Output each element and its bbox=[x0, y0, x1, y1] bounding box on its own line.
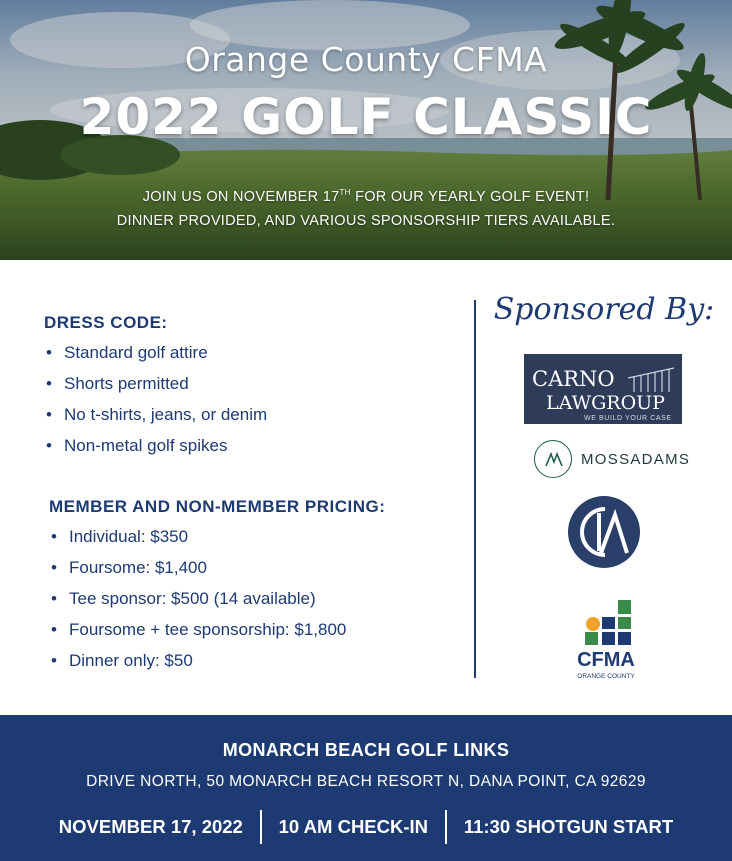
bullet: • bbox=[51, 558, 57, 577]
carno-logo-line2: LAWGROUP bbox=[546, 392, 665, 414]
bullet: • bbox=[46, 343, 52, 362]
carno-logo-mark bbox=[524, 354, 682, 424]
bullet: • bbox=[51, 651, 57, 670]
pillars-icon bbox=[628, 368, 674, 392]
start-time: 11:30 SHOTGUN START bbox=[463, 816, 674, 837]
list-item bbox=[51, 521, 346, 552]
column-divider bbox=[474, 300, 476, 678]
invite-text: JOIN US ON NOVEMBER 17 bbox=[142, 189, 340, 205]
list-item bbox=[46, 430, 267, 461]
bullet: • bbox=[46, 374, 52, 393]
hero-banner bbox=[0, 0, 732, 260]
list-item-text: Individual: $350 bbox=[69, 527, 189, 546]
bullet: • bbox=[46, 436, 52, 455]
cfma-logo-text: CFMA bbox=[577, 649, 635, 671]
sponsored-by-heading: Sponsored By: bbox=[493, 292, 715, 327]
list-item-text: Dinner only: $50 bbox=[69, 651, 193, 670]
list-item bbox=[46, 399, 267, 430]
orange-icon bbox=[586, 617, 600, 631]
list-item-text: No t-shirts, jeans, or denim bbox=[64, 405, 268, 424]
bullet: • bbox=[51, 527, 57, 546]
dress-code-heading: DRESS CODE: bbox=[44, 313, 168, 332]
event-date: NOVEMBER 17, 2022 bbox=[58, 816, 243, 837]
list-item bbox=[46, 337, 267, 368]
org-name: Orange County CFMA bbox=[184, 40, 548, 79]
mountain-m-icon bbox=[535, 441, 573, 479]
carno-law-group-logo bbox=[524, 354, 682, 424]
separator bbox=[260, 810, 262, 844]
list-item bbox=[46, 368, 267, 399]
list-item-text: Standard golf attire bbox=[64, 343, 208, 362]
list-item-text: Foursome + tee sponsorship: $1,800 bbox=[69, 620, 347, 639]
pricing-list bbox=[51, 521, 346, 676]
carno-logo-tagline: WE BUILD YOUR CASE bbox=[584, 415, 672, 422]
date-suffix: TH bbox=[339, 188, 351, 197]
list-item-text: Non-metal golf spikes bbox=[64, 436, 228, 455]
cla-logo bbox=[567, 495, 641, 569]
check-in-time: 10 AM CHECK-IN bbox=[278, 816, 429, 837]
invite-line-1 bbox=[0, 181, 732, 209]
dress-code-list bbox=[46, 337, 267, 461]
invite-line-2: DINNER PROVIDED, AND VARIOUS SPONSORSHIP TIERS AVAILABLE. bbox=[116, 213, 616, 229]
carno-logo-line1: CARNO bbox=[532, 367, 615, 391]
event-schedule bbox=[0, 807, 732, 847]
list-item bbox=[51, 645, 346, 676]
cfma-orange-county-logo bbox=[566, 595, 646, 681]
moss-adams-mark-icon bbox=[534, 440, 572, 478]
list-item bbox=[51, 614, 346, 645]
moss-adams-wordmark: MOSSADAMS bbox=[581, 451, 691, 468]
bullet: • bbox=[46, 405, 52, 424]
moss-adams-logo bbox=[534, 440, 691, 484]
bullet: • bbox=[51, 620, 57, 639]
list-item-text: Tee sponsor: $500 (14 available) bbox=[69, 589, 316, 608]
venue-name: MONARCH BEACH GOLF LINKS bbox=[222, 740, 510, 760]
event-invitation bbox=[0, 181, 732, 233]
list-item-text: Shorts permitted bbox=[64, 374, 189, 393]
cfma-logo-mark bbox=[566, 595, 646, 681]
venue-address: DRIVE NORTH, 50 MONARCH BEACH RESORT N, DANA POINT, CA 92629 bbox=[86, 773, 646, 790]
list-item-text: Foursome: $1,400 bbox=[69, 558, 207, 577]
separator bbox=[445, 810, 447, 844]
bullet: • bbox=[51, 589, 57, 608]
cfma-logo-sub: ORANGE COUNTY bbox=[577, 673, 635, 680]
pricing-heading: MEMBER AND NON-MEMBER PRICING: bbox=[49, 497, 386, 516]
invite-text-end: FOR OUR YEARLY GOLF EVENT! bbox=[350, 189, 590, 205]
list-item bbox=[51, 583, 346, 614]
cla-monogram-icon bbox=[567, 495, 641, 569]
list-item bbox=[51, 552, 346, 583]
event-title: 2022 GOLF CLASSIC bbox=[79, 88, 653, 146]
event-details-footer bbox=[0, 715, 732, 861]
